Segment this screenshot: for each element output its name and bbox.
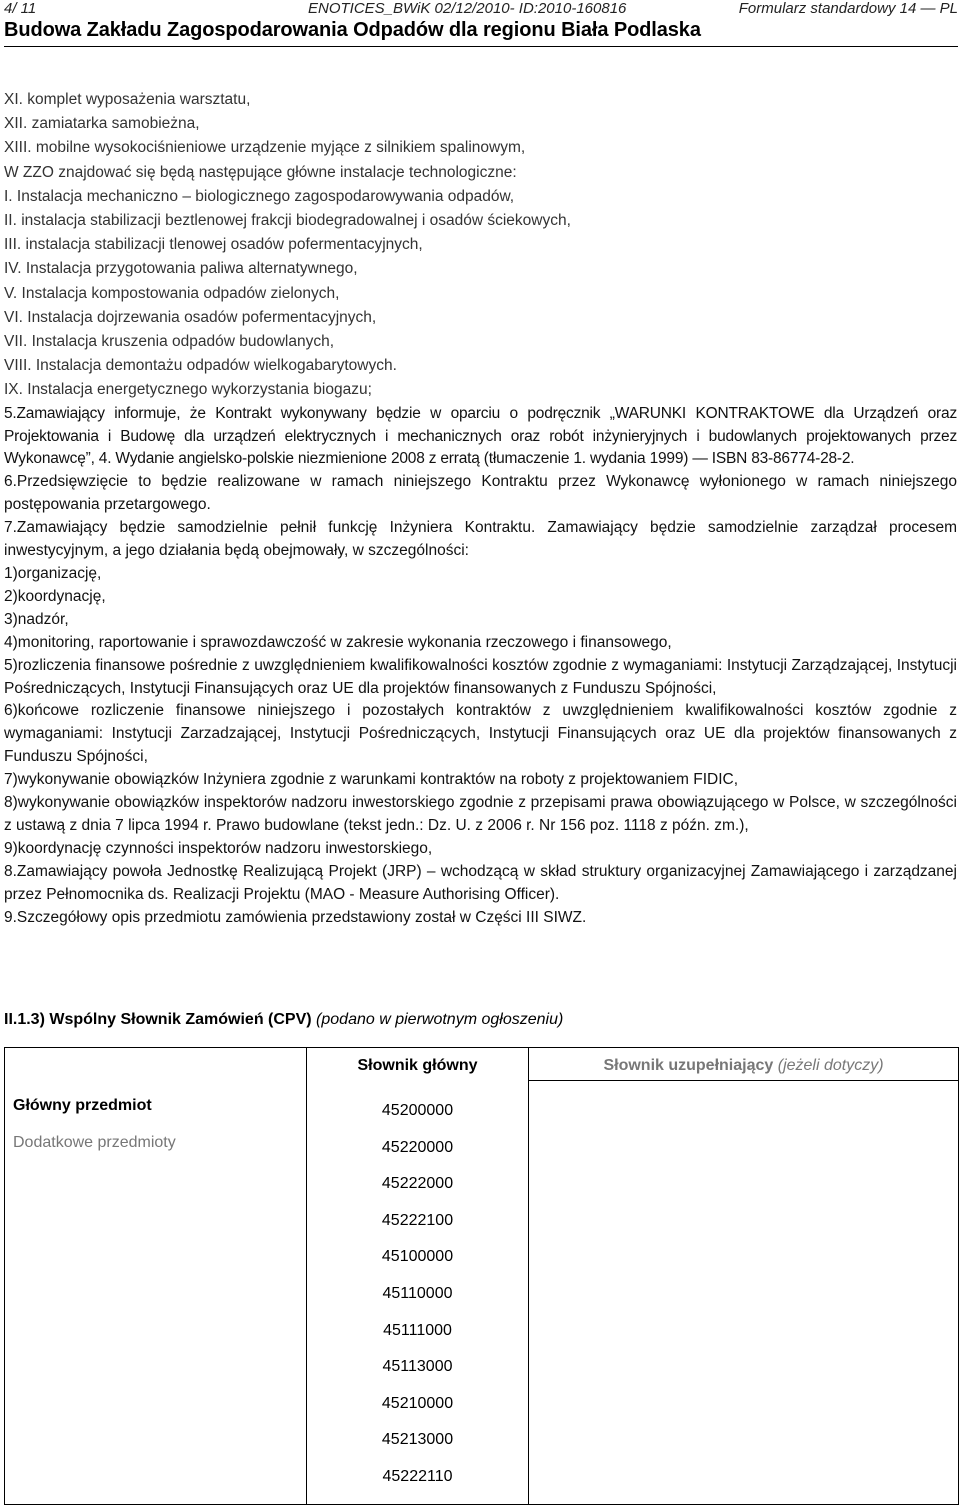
cpv-code: 45111000 (383, 1321, 452, 1339)
list-item: 3)nadzór, (4, 610, 69, 628)
list-line: V. Instalacja kompostowania odpadów zielonych, (4, 284, 340, 302)
cpv-code-list (307, 1083, 528, 1504)
notice-id: ENOTICES_BWiK 02/12/2010- ID:2010-160816 (308, 0, 627, 17)
list-item: 8)wykonywanie obowiązków inspektorów nadzoru inwestorskiego zgodnie z przepisami prawa obowiązującego w Polsce, w szczególności z ustawą z dnia 7 lipca 1994 r. Prawo budowlane (tekst jedn.: Dz. U. z 2006 r. Nr 156 poz. 1118 z późn. zm.), (4, 794, 957, 834)
list-item: 9)koordynację czynności inspektorów nadzoru inwestorskiego, (4, 839, 433, 857)
main-dictionary-header: Słownik główny (357, 1057, 478, 1074)
list-item: 1)organizację, (4, 564, 102, 582)
main-subject-label: Główny przedmiot (13, 1097, 152, 1114)
installation-list (4, 88, 957, 403)
list-line: VI. Instalacja dojrzewania osadów pofermentacyjnych, (4, 308, 377, 326)
main-dictionary-column (307, 1048, 529, 1505)
list-line: XII. zamiatarka samobieżna, (4, 115, 200, 133)
cpv-code: 45222110 (382, 1467, 453, 1485)
list-line: I. Instalacja mechaniczno – biologicznego zagospodarowywania odpadów, (4, 187, 515, 205)
supplementary-dictionary-note: (jeżeli dotyczy) (777, 1057, 884, 1074)
list-item: 7)wykonywanie obowiązków Inżyniera zgodnie z warunkami kontraktów na roboty z projektowaniem FIDIC, (4, 771, 738, 789)
document-body (4, 88, 957, 929)
cpv-code: 45220000 (381, 1138, 454, 1156)
supplementary-dictionary-title: Słownik uzupełniający (603, 1057, 774, 1074)
list-line: VIII. Instalacja demontażu odpadów wielkogabarytowych. (4, 357, 397, 375)
supplementary-dictionary-header (529, 1048, 958, 1075)
header-divider (4, 46, 958, 47)
form-label: Formularz standardowy 14 — PL (738, 0, 958, 17)
cpv-code: 45222100 (381, 1211, 454, 1229)
cpv-code: 45100000 (381, 1248, 454, 1266)
list-line: VII. Instalacja kruszenia odpadów budowlanych, (4, 333, 335, 351)
paragraph-8: 8.Zamawiający powoła Jednostkę Realizującą Projekt (JRP) – wchodzącą w skład struktury organizacyjnej Zamawiającego i zarządzanej przez Pełnomocnika ds. Realizacji Projektu (MAO - Measure Authorising Officer). (4, 862, 957, 903)
row-labels-cell (5, 1048, 307, 1505)
list-item: 5)rozliczenia finansowe pośrednie z uwzględnieniem kwalifikowalności kosztów zgodnie z wymaganiami: Instytucji Zarządzającej, Instytucji Pośredniczących, Instytucji Finansujących oraz UE dla projektów finansowanych z Funduszu Spójności, (4, 656, 957, 697)
running-header (4, 0, 958, 20)
list-line: XIII. mobilne wysokociśnieniowe urządzenie myjące z silnikiem spalinowym, (4, 139, 526, 157)
section-title: II.1.3) Wspólny Słownik Zamówień (CPV) (4, 1011, 312, 1028)
page-number: 4/ 11 (4, 0, 37, 17)
list-line: IV. Instalacja przygotowania paliwa alternatywnego, (4, 260, 358, 278)
cpv-code: 45110000 (382, 1284, 453, 1302)
cpv-table (4, 1047, 959, 1505)
list-item: 4)monitoring, raportowanie i sprawozdawczość w zakresie wykonania rzeczowego i finansowego, (4, 633, 672, 651)
cpv-code: 45213000 (381, 1431, 454, 1449)
list-item: 6)końcowe rozliczenie finansowe niniejszego i pozostałych kontraktów z uwzględnieniem kwalifikowalności kosztów zgodnie z wymaganiami: Instytucji Zarzadzającej, Instytucji Pośredniczących, Instytucji Finansujących oraz UE dla projektów finansowanych z Funduszu Spójności, (4, 702, 957, 766)
list-line: XI. komplet wyposażenia warsztatu, (4, 91, 251, 108)
list-line: III. instalacja stabilizacji tlenowej osadów pofermentacyjnych, (4, 236, 423, 254)
cpv-code: 45222000 (381, 1175, 454, 1193)
additional-subjects-label: Dodatkowe przedmioty (13, 1133, 176, 1151)
list-line: IX. Instalacja energetycznego wykorzystania biogazu; (4, 381, 372, 399)
list-item: 2)koordynację, (4, 587, 106, 605)
section-heading (4, 1011, 563, 1029)
paragraph-9: 9.Szczegółowy opis przedmiotu zamówienia przedstawiony został w Części III SIWZ. (4, 908, 587, 926)
cpv-code: 45200000 (381, 1102, 454, 1119)
paragraph-6: 6.Przedsięwzięcie to będzie realizowane w ramach niniejszego Kontraktu przez Wykonawcę wyłonionego w ramach niniejszego postępowania przetargowego. (4, 473, 957, 514)
supplementary-dictionary-column (529, 1048, 959, 1505)
list-line: II. instalacja stabilizacji beztlenowej frakcji biodegradowalnej i osadów ściekowych, (4, 212, 571, 230)
paragraph-5: 5.Zamawiający informuje, że Kontrakt wykonywany będzie w oparciu o podręcznik „WARUNKI KONTRAKTOWE dla Urządzeń oraz Projektowania i Budowę dla urządzeń elektrycznych i mechanicznych oraz robót inżynieryjnych i budowlanych projektowanych przez Wykonawcę”, 4. Wydanie angielsko-polskie niezmienione 2008 z erratą (tłumaczenie 1. wydania 1999) — ISBN 83-86774-28-2. (4, 404, 957, 468)
supplementary-dictionary-body (529, 1080, 958, 1504)
cpv-code: 45210000 (381, 1394, 454, 1412)
paragraph-7: 7.Zamawiający będzie samodzielnie pełnił funkcję Inżyniera Kontraktu. Zamawiający będzie samodzielnie zarządzał procesem inwestycyjnym, a jego działania będą obejmowały, w szczególności: (4, 519, 957, 560)
section-note: (podano w pierwotnym ogłoszeniu) (316, 1011, 564, 1028)
list-line: W ZZO znajdować się będą następujące główne instalacje technologiczne: (4, 163, 517, 181)
document-title: Budowa Zakładu Zagospodarowania Odpadów dla regionu Biała Podlaska (4, 19, 701, 41)
cpv-code: 45113000 (382, 1358, 453, 1376)
